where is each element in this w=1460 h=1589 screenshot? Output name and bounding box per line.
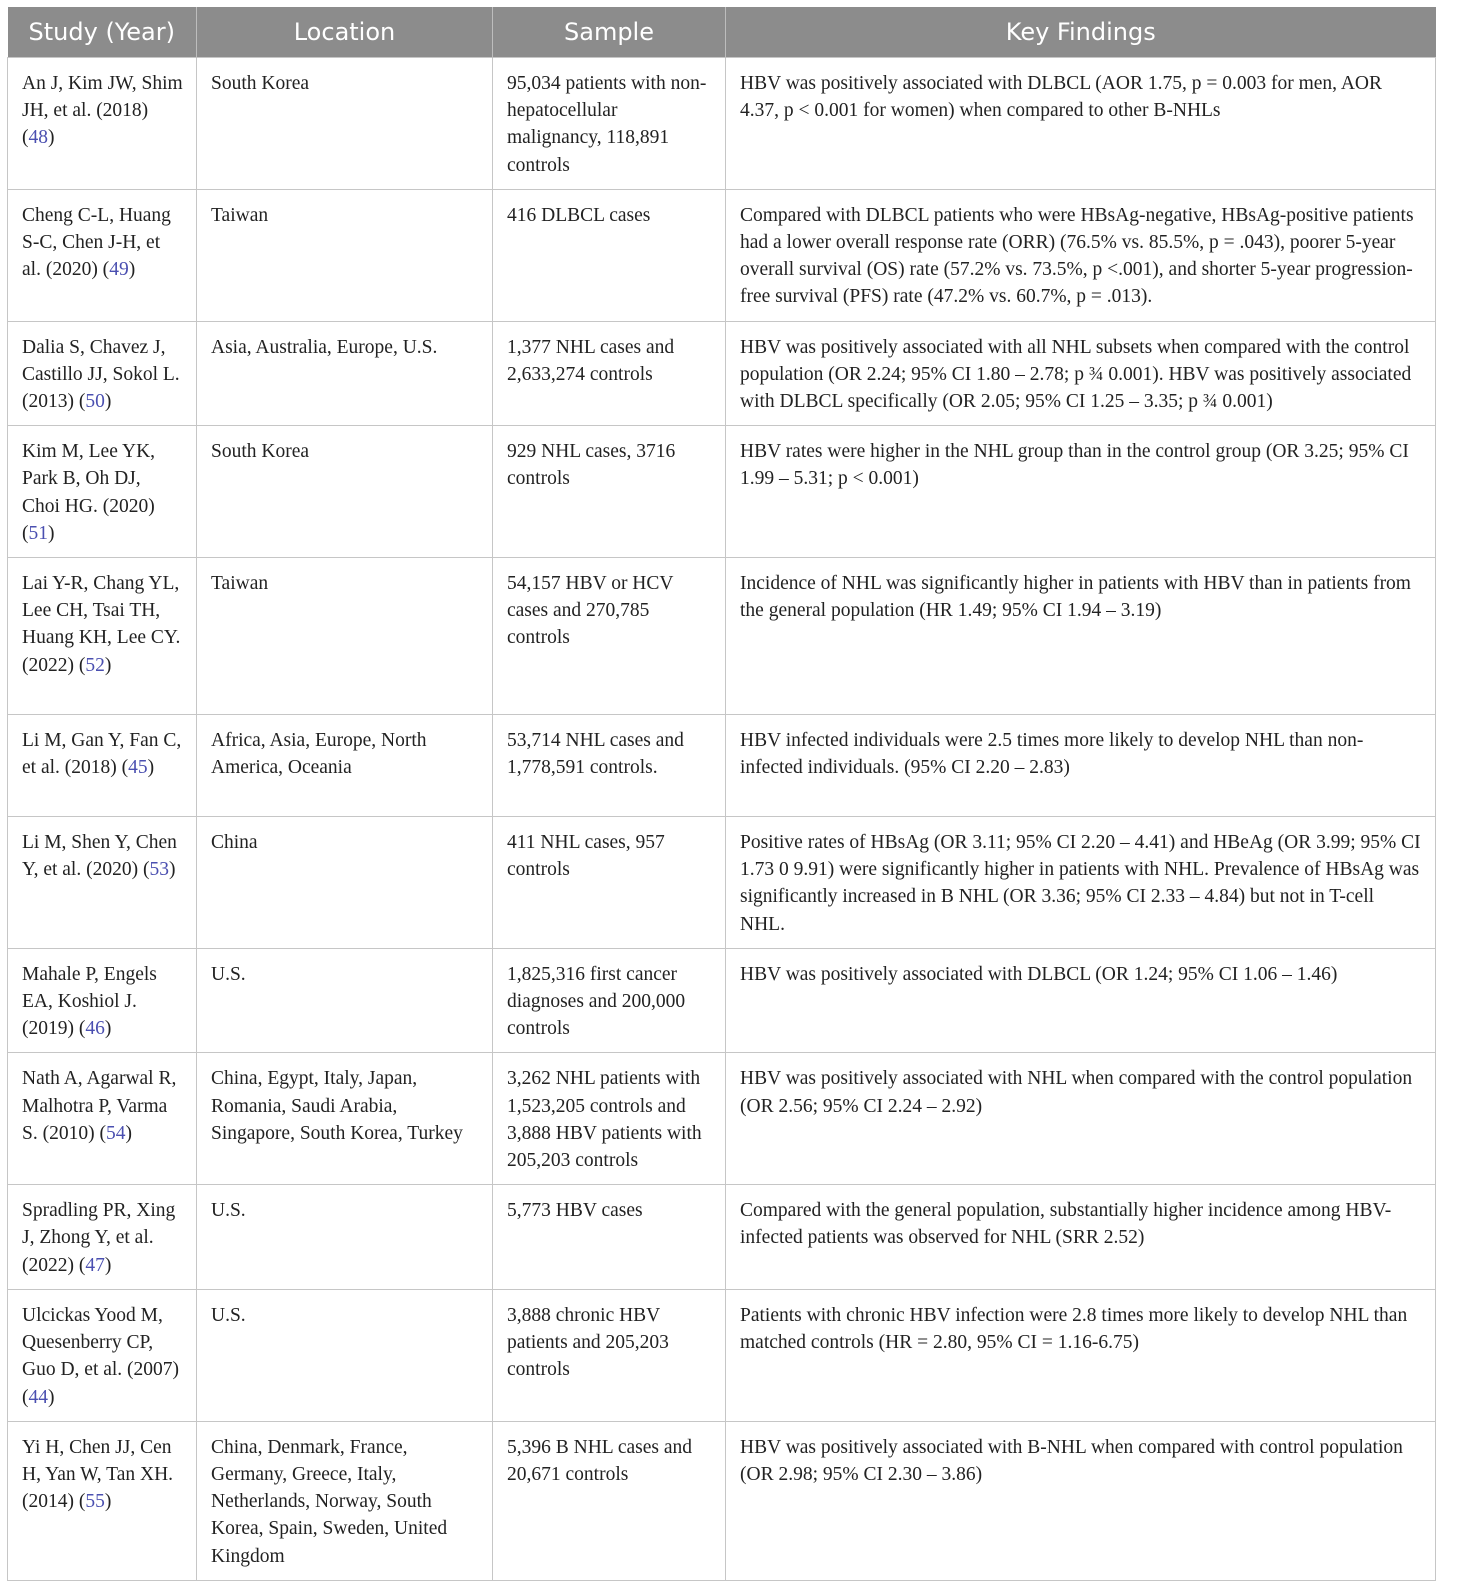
reference-link[interactable]: 50 (85, 391, 105, 413)
cell-sample: 54,157 HBV or HCV cases and 270,785 controls (493, 558, 726, 715)
cell-location: Asia, Australia, Europe, U.S. (197, 321, 493, 426)
study-text: Dalia S, Chavez J, Castillo JJ, Sokol L. (2013) ( (22, 336, 180, 413)
study-text: Lai Y-R, Chang YL, Lee CH, Tsai TH, Huang KH, Lee CY. (2022) ( (22, 573, 181, 676)
cell-findings: HBV was positively associated with B-NHL when compared with control population (OR 2.98; 95% CI 2.30 – 3.86) (726, 1421, 1436, 1580)
header-sample: Sample (493, 7, 726, 58)
cell-sample: 416 DLBCL cases (493, 189, 726, 321)
table-row (8, 321, 1436, 426)
table-row (8, 715, 1436, 817)
cell-location: U.S. (197, 948, 493, 1053)
cell-findings: HBV was positively associated with all NHL subsets when compared with the control population (OR 2.24; 95% CI 1.80 – 2.78; p ¾ 0.001). HBV was positively associated with DLBCL specifically (OR 2.05; 95% CI 1.25 – 3.35; p ¾ 0.001) (726, 321, 1436, 426)
table-row (8, 58, 1436, 190)
cell-location: Taiwan (197, 558, 493, 715)
cell-findings: Incidence of NHL was significantly higher in patients with HBV than in patients from the general population (HR 1.49; 95% CI 1.94 – 3.19) (726, 558, 1436, 715)
cell-findings: Compared with the general population, substantially higher incidence among HBV-infected patients was observed for NHL (SRR 2.52) (726, 1185, 1436, 1290)
study-text: Li M, Gan Y, Fan C, et al. (2018) ( (22, 730, 182, 779)
study-text: An J, Kim JW, Shim JH, et al. (2018) ( (22, 73, 183, 149)
reference-link[interactable]: 46 (85, 1018, 105, 1040)
cell-study: Yi H, Chen JJ, Cen H, Yan W, Tan XH. (2014) (55) (8, 1421, 197, 1580)
table-row (8, 1421, 1436, 1580)
study-text: Nath A, Agarwal R, Malhotra P, Varma S. (2010) ( (22, 1068, 177, 1144)
table-row (8, 426, 1436, 558)
table-container (7, 7, 1435, 1581)
reference-link[interactable]: 54 (105, 1122, 126, 1144)
table-row (8, 948, 1436, 1053)
studies-table (7, 7, 1436, 1581)
cell-findings: HBV was positively associated with DLBCL (OR 1.24; 95% CI 1.06 – 1.46) (726, 948, 1436, 1053)
reference-link[interactable]: 52 (85, 654, 105, 676)
cell-findings: Compared with DLBCL patients who were HBsAg-negative, HBsAg-positive patients had a lower overall response rate (ORR) (76.5% vs. 85.5%, p = .043), poorer 5-year overall survival (OS) rate (57.2% vs. 73.5%, p <.001), and shorter 5-year progression-free survival (PFS) rate (47.2% vs. 60.7%, p = .013). (726, 189, 1436, 321)
reference-link[interactable]: 53 (149, 859, 169, 881)
cell-study: Li M, Gan Y, Fan C, et al. (2018) (45) (8, 715, 197, 817)
cell-sample: 411 NHL cases, 957 controls (493, 817, 726, 949)
cell-study: Spradling PR, Xing J, Zhong Y, et al. (2022) (47) (8, 1185, 197, 1290)
cell-location: China, Denmark, France, Germany, Greece, Italy, Netherlands, Norway, South Korea, Spain, Sweden, United Kingdom (197, 1421, 493, 1580)
cell-location: South Korea (197, 426, 493, 558)
header-key-findings: Key Findings (726, 7, 1436, 58)
cell-sample: 53,714 NHL cases and 1,778,591 controls. (493, 715, 726, 817)
cell-findings: Patients with chronic HBV infection were 2.8 times more likely to develop NHL than matched controls (HR = 2.80, 95% CI = 1.16-6.75) (726, 1289, 1436, 1421)
table-row (8, 1185, 1436, 1290)
cell-sample: 1,377 NHL cases and 2,633,274 controls (493, 321, 726, 426)
cell-findings: HBV was positively associated with DLBCL (AOR 1.75, p = 0.003 for men, AOR 4.37, p < 0.001 for women) when compared to other B-NHLs (726, 58, 1436, 190)
cell-study: Ulcickas Yood M, Quesenberry CP, Guo D, et al. (2007) (44) (8, 1289, 197, 1421)
cell-findings: Positive rates of HBsAg (OR 3.11; 95% CI 2.20 – 4.41) and HBeAg (OR 3.99; 95% CI 1.73 0 9.91) were significantly higher in patients with NHL. Prevalence of HBsAg was significantly increased in B NHL (OR 3.36; 95% CI 2.33 – 4.84) but not in T-cell NHL. (726, 817, 1436, 949)
cell-location: South Korea (197, 58, 493, 190)
cell-location: China, Egypt, Italy, Japan, Romania, Saudi Arabia, Singapore, South Korea, Turkey (197, 1053, 493, 1185)
cell-study: Kim M, Lee YK, Park B, Oh DJ, Choi HG. (2020) (51) (8, 426, 197, 558)
table-row (8, 1053, 1436, 1185)
cell-study: Cheng C-L, Huang S-C, Chen J-H, et al. (2020) (49) (8, 189, 197, 321)
cell-study: Lai Y-R, Chang YL, Lee CH, Tsai TH, Huang KH, Lee CY. (2022) (52) (8, 558, 197, 715)
reference-link[interactable]: 44 (28, 1386, 48, 1408)
cell-sample: 929 NHL cases, 3716 controls (493, 426, 726, 558)
header-study: Study (Year) (8, 7, 197, 58)
reference-link[interactable]: 45 (128, 757, 148, 779)
study-text: Ulcickas Yood M, Quesenberry CP, Guo D, et al. (2007) ( (22, 1304, 180, 1408)
cell-findings: HBV was positively associated with NHL when compared with the control population (OR 2.56; 95% CI 2.24 – 2.92) (726, 1053, 1436, 1185)
table-row (8, 189, 1436, 321)
cell-sample: 95,034 patients with non-hepatocellular malignancy, 118,891 controls (493, 58, 726, 190)
cell-location: U.S. (197, 1289, 493, 1421)
reference-link[interactable]: 48 (28, 127, 48, 149)
cell-study: Dalia S, Chavez J, Castillo JJ, Sokol L. (2013) (50) (8, 321, 197, 426)
cell-sample: 5,396 B NHL cases and 20,671 controls (493, 1421, 726, 1580)
table-row (8, 817, 1436, 949)
reference-link[interactable]: 55 (85, 1491, 105, 1513)
reference-link[interactable]: 49 (109, 259, 129, 281)
cell-study: Mahale P, Engels EA, Koshiol J. (2019) (46) (8, 948, 197, 1053)
table-row (8, 1289, 1436, 1421)
cell-location: China (197, 817, 493, 949)
study-text: Cheng C-L, Huang S-C, Chen J-H, et al. (2020) ( (22, 204, 171, 281)
cell-sample: 1,825,316 first cancer diagnoses and 200,000 controls (493, 948, 726, 1053)
header-location: Location (197, 7, 493, 58)
study-text: Kim M, Lee YK, Park B, Oh DJ, Choi HG. (2020) ( (22, 441, 156, 544)
cell-findings: HBV rates were higher in the NHL group than in the control group (OR 3.25; 95% CI 1.99 – 5.31; p < 0.001) (726, 426, 1436, 558)
study-text: Li M, Shen Y, Chen Y, et al. (2020) ( (22, 832, 177, 881)
cell-study: Nath A, Agarwal R, Malhotra P, Varma S. (2010) (54) (8, 1053, 197, 1185)
study-text: Spradling PR, Xing J, Zhong Y, et al. (2022) ( (22, 1200, 176, 1276)
cell-sample: 3,262 NHL patients with 1,523,205 controls and 3,888 HBV patients with 205,203 controls (493, 1053, 726, 1185)
cell-location: Africa, Asia, Europe, North America, Oceania (197, 715, 493, 817)
cell-sample: 5,773 HBV cases (493, 1185, 726, 1290)
table-row (8, 558, 1436, 715)
study-text: Mahale P, Engels EA, Koshiol J. (2019) ( (22, 963, 157, 1040)
table-body (8, 58, 1436, 1581)
cell-sample: 3,888 chronic HBV patients and 205,203 controls (493, 1289, 726, 1421)
cell-study: An J, Kim JW, Shim JH, et al. (2018) (48) (8, 58, 197, 190)
cell-location: Taiwan (197, 189, 493, 321)
table-header (8, 7, 1436, 58)
study-text: Yi H, Chen JJ, Cen H, Yan W, Tan XH. (2014) ( (22, 1436, 174, 1513)
cell-location: U.S. (197, 1185, 493, 1290)
reference-link[interactable]: 47 (85, 1254, 105, 1276)
reference-link[interactable]: 51 (28, 522, 48, 544)
header-row (8, 7, 1436, 58)
cell-findings: HBV infected individuals were 2.5 times more likely to develop NHL than non-infected individuals. (95% CI 2.20 – 2.83) (726, 715, 1436, 817)
cell-study: Li M, Shen Y, Chen Y, et al. (2020) (53) (8, 817, 197, 949)
